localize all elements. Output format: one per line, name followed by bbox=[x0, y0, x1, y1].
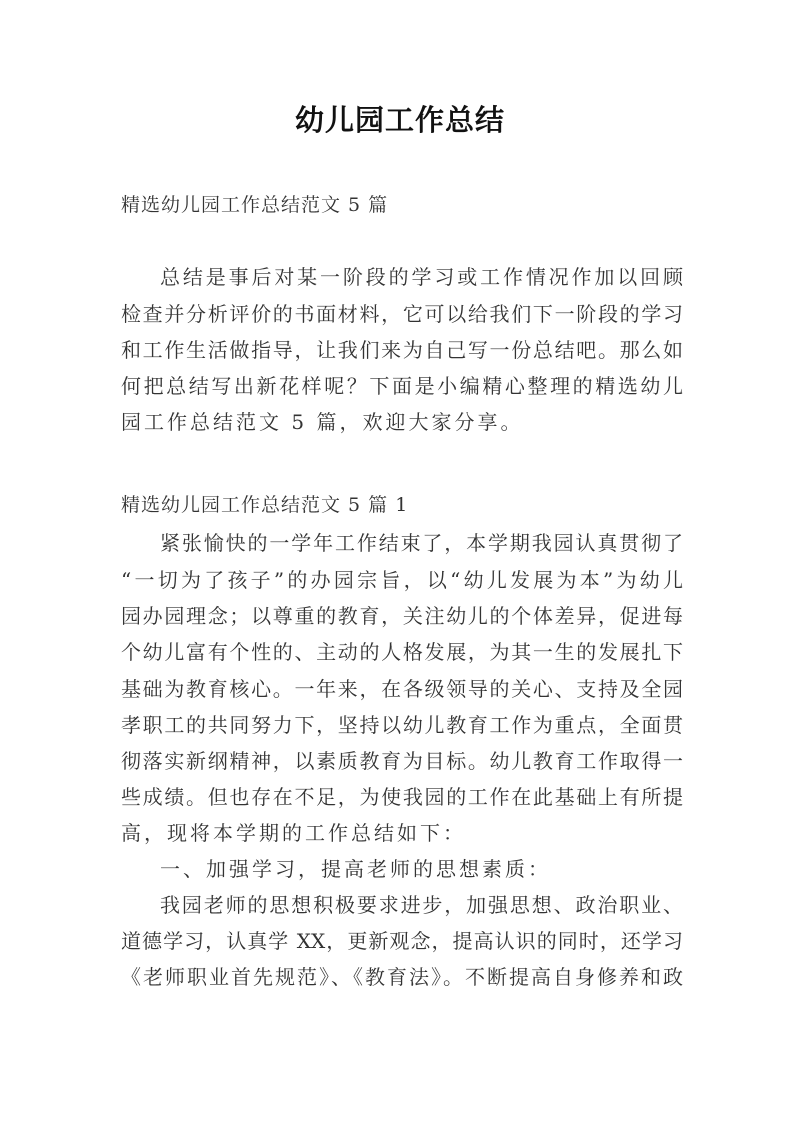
document-title: 幼儿园工作总结 bbox=[294, 103, 505, 137]
body-line: 紧张愉快的一学年工作结束了，本学期我园认真贯彻了 bbox=[160, 531, 683, 555]
intro-line: 园工作总结范文 5 篇，欢迎大家分享。 bbox=[121, 410, 524, 434]
section-heading: 精选幼儿园工作总结范文 5 篇 1 bbox=[121, 494, 409, 516]
intro-line: 检查并分析评价的书面材料，它可以给我们下一阶段的学习 bbox=[121, 302, 683, 326]
intro-line: 何把总结写出新花样呢？下面是小编精心整理的精选幼儿 bbox=[121, 374, 683, 398]
body-line: 个幼儿富有个性的、主动的人格发展，为其一生的发展扎下 bbox=[121, 640, 683, 664]
body-line: 我园老师的思想积极要求进步，加强思想、政治职业、 bbox=[160, 893, 683, 917]
intro-line: 总结是事后对某一阶段的学习或工作情况作加以回顾 bbox=[160, 265, 683, 289]
body-line: 一、加强学习，提高老师的思想素质： bbox=[160, 857, 551, 881]
body-line: 彻落实新纲精神，以素质教育为目标。幼儿教育工作取得一 bbox=[121, 749, 683, 773]
body-line: 基础为教育核心。一年来，在各级领导的关心、支持及全园 bbox=[121, 677, 683, 701]
body-line: 孝职工的共同努力下，坚持以幼儿教育工作为重点，全面贯 bbox=[121, 713, 683, 737]
body-line: 园办园理念；以尊重的教育，关注幼儿的个体差异，促进每 bbox=[121, 604, 683, 628]
intro-line: 和工作生活做指导，让我们来为自己写一份总结吧。那么如 bbox=[121, 338, 683, 362]
body-line: 些成绩。但也存在不足，为使我园的工作在此基础上有所提 bbox=[121, 785, 683, 809]
subtitle: 精选幼儿园工作总结范文 5 篇 bbox=[121, 194, 389, 216]
body-line: 高，现将本学期的工作总结如下： bbox=[121, 821, 466, 845]
body-line: 《老师职业首先规范》、《教育法》。不断提高自身修养和政 bbox=[121, 965, 683, 989]
body-line: 道德学习，认真学 XX，更新观念，提高认识的同时，还学习 bbox=[121, 929, 683, 953]
body-line: “一切为了孩子”的办园宗旨，以“幼儿发展为本”为幼儿 bbox=[121, 568, 683, 592]
